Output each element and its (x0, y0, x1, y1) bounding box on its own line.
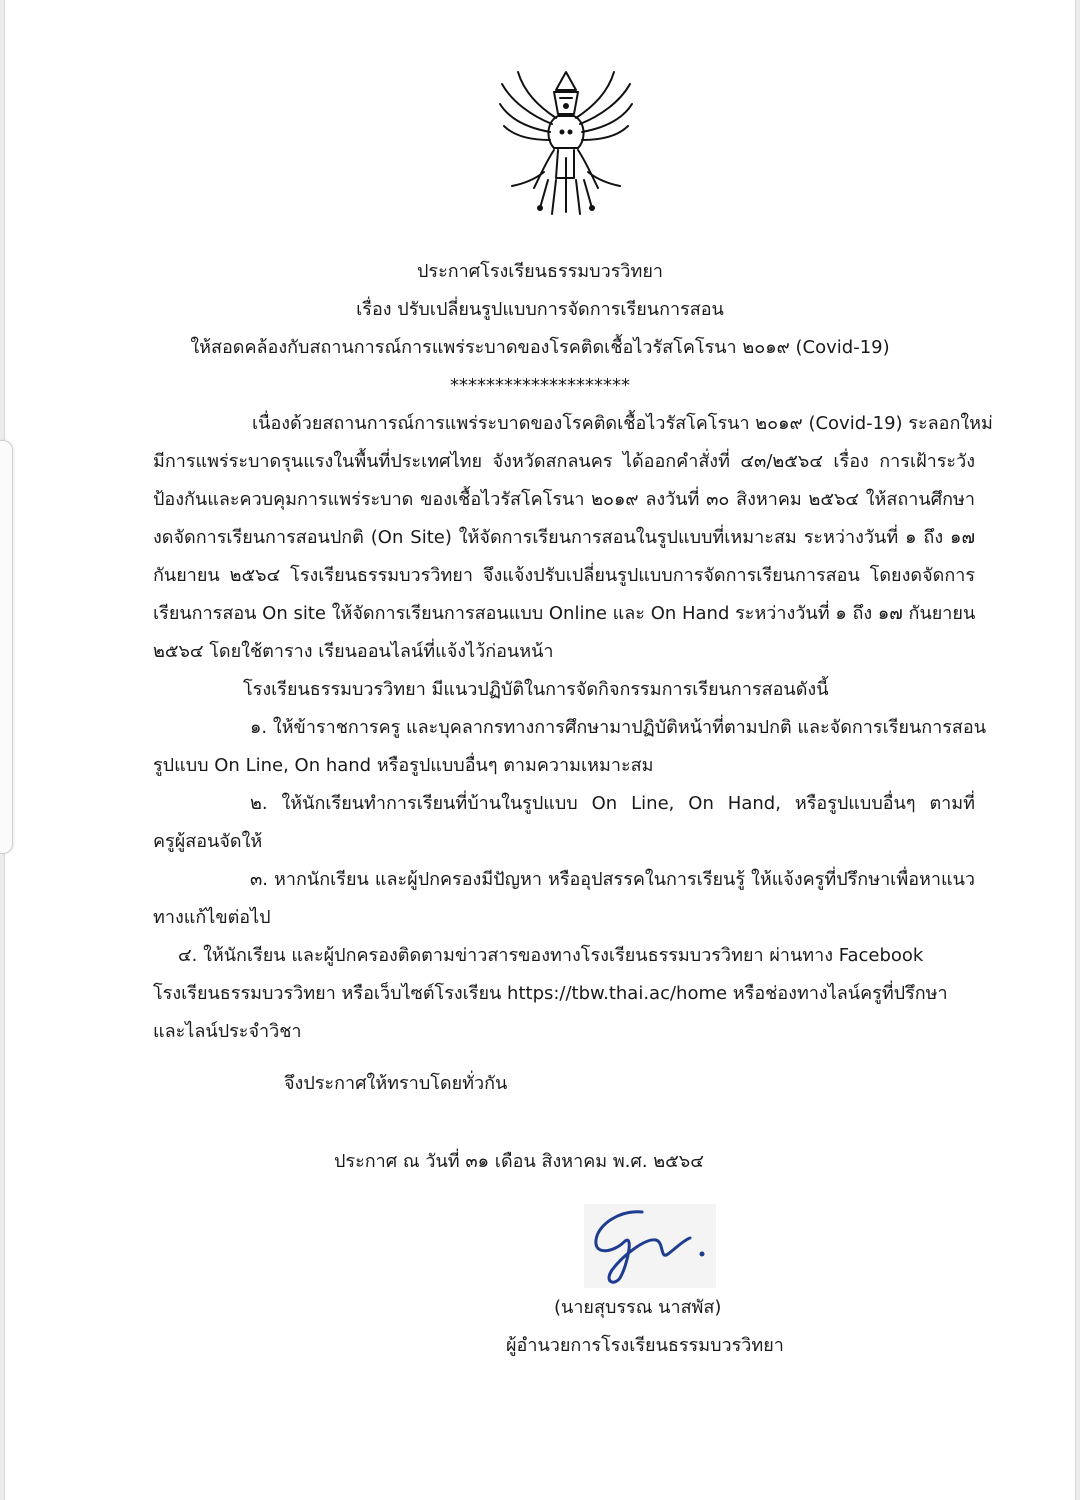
signature-image (584, 1204, 716, 1288)
guideline-item-4-cont: โรงเรียนธรรมบวรวิทยา หรือเว็บไซต์โรงเรียน https://tbw.thai.ac/home หรือช่องทางไลน์ครูที่ปรึกษา (153, 983, 948, 1004)
guideline-item-3: ๓. หากนักเรียน และผู้ปกครองมีปัญหา หรืออุปสรรคในการเรียนรู้ ให้แจ้งครูที่ปรึกษาเพื่อหาแนว (250, 869, 975, 890)
signatory-position: ผู้อำนวยการโรงเรียนธรรมบวรวิทยา (506, 1335, 784, 1356)
announcement-title: ประกาศโรงเรียนธรรมบวรวิทยา (416, 261, 663, 282)
document-page (4, 0, 1076, 1500)
guideline-item-1-cont: รูปแบบ On Line, On hand หรือรูปแบบอื่นๆ ตามความเหมาะสม (153, 755, 654, 776)
side-panel-handle[interactable] (0, 440, 13, 854)
paragraph-line: งดจัดการเรียนการสอนปกติ (On Site) ให้จัดการเรียนการสอนในรูปแบบที่เหมาะสม ระหว่างวันที่ ๑ ถึง ๑๗ (153, 527, 975, 548)
announcement-date: ประกาศ ณ วันที่ ๓๑ เดือน สิงหาคม พ.ศ. ๒๕๖๔ (334, 1151, 704, 1172)
paragraph-line: ป้องกันและควบคุมการแพร่ระบาด ของเชื้อไวรัสโคโรนา ๒๐๑๙ ลงวันที่ ๓๐ สิงหาคม ๒๕๖๔ ให้สถานศึกษา (153, 489, 975, 510)
guideline-item-3-cont: ทางแก้ไขต่อไป (153, 907, 271, 928)
paragraph-line: ๒๕๖๔ โดยใช้ตาราง เรียนออนไลน์ที่แจ้งไว้ก่อนหน้า (153, 641, 554, 662)
paragraph-line: กันยายน ๒๕๖๔ โรงเรียนธรรมบวรวิทยา จึงแจ้งปรับเปลี่ยนรูปแบบการจัดการเรียนการสอน โดยงดจัดการ (153, 565, 975, 586)
paragraph-line: เนื่องด้วยสถานการณ์การแพร่ระบาดของโรคติดเชื้อไวรัสโคโรนา ๒๐๑๙ (Covid-19) ระลอกใหม่ (252, 413, 993, 434)
separator-line: ******************** (450, 375, 630, 396)
guideline-item-2: ๒. ให้นักเรียนทำการเรียนที่บ้านในรูปแบบ On Line, On Hand, หรือรูปแบบอื่นๆ ตามที่ (250, 793, 975, 814)
guideline-item-2-cont: ครูผู้สอนจัดให้ (153, 831, 263, 852)
signatory-name: (นายสุบรรณ นาสพัส) (554, 1297, 722, 1318)
paragraph-line: เรียนการสอน On site ให้จัดการเรียนการสอนแบบ Online และ On Hand ระหว่างวันที่ ๑ ถึง ๑๗ กันยายน (153, 603, 976, 624)
guideline-intro: โรงเรียนธรรมบวรวิทยา มีแนวปฏิบัติในการจัดกิจกรรมการเรียนการสอนดังนี้ (243, 679, 829, 700)
garuda-emblem-icon (494, 62, 638, 218)
announcement-subject: เรื่อง ปรับเปลี่ยนรูปแบบการจัดการเรียนการสอน (356, 299, 724, 320)
announcement-subject-detail: ให้สอดคล้องกับสถานการณ์การแพร่ระบาดของโรคติดเชื้อไวรัสโคโรนา ๒๐๑๙ (Covid-19) (190, 337, 890, 358)
guideline-item-4-cont: และไลน์ประจำวิชา (153, 1021, 302, 1042)
paragraph-line: มีการแพร่ระบาดรุนแรงในพื้นที่ประเทศไทย จังหวัดสกลนคร ได้ออกคำสั่งที่ ๔๓/๒๕๖๔ เรื่อง การเฝ้าระวัง (153, 451, 975, 472)
guideline-item-1: ๑. ให้ข้าราชการครู และบุคลากรทางการศึกษามาปฏิบัติหน้าที่ตามปกติ และจัดการเรียนการสอน (250, 717, 987, 738)
guideline-item-4: ๔. ให้นักเรียน และผู้ปกครองติดตามข่าวสารของทางโรงเรียนธรรมบวรวิทยา ผ่านทาง Facebook (178, 945, 924, 966)
closing-statement: จึงประกาศให้ทราบโดยทั่วกัน (284, 1073, 508, 1094)
